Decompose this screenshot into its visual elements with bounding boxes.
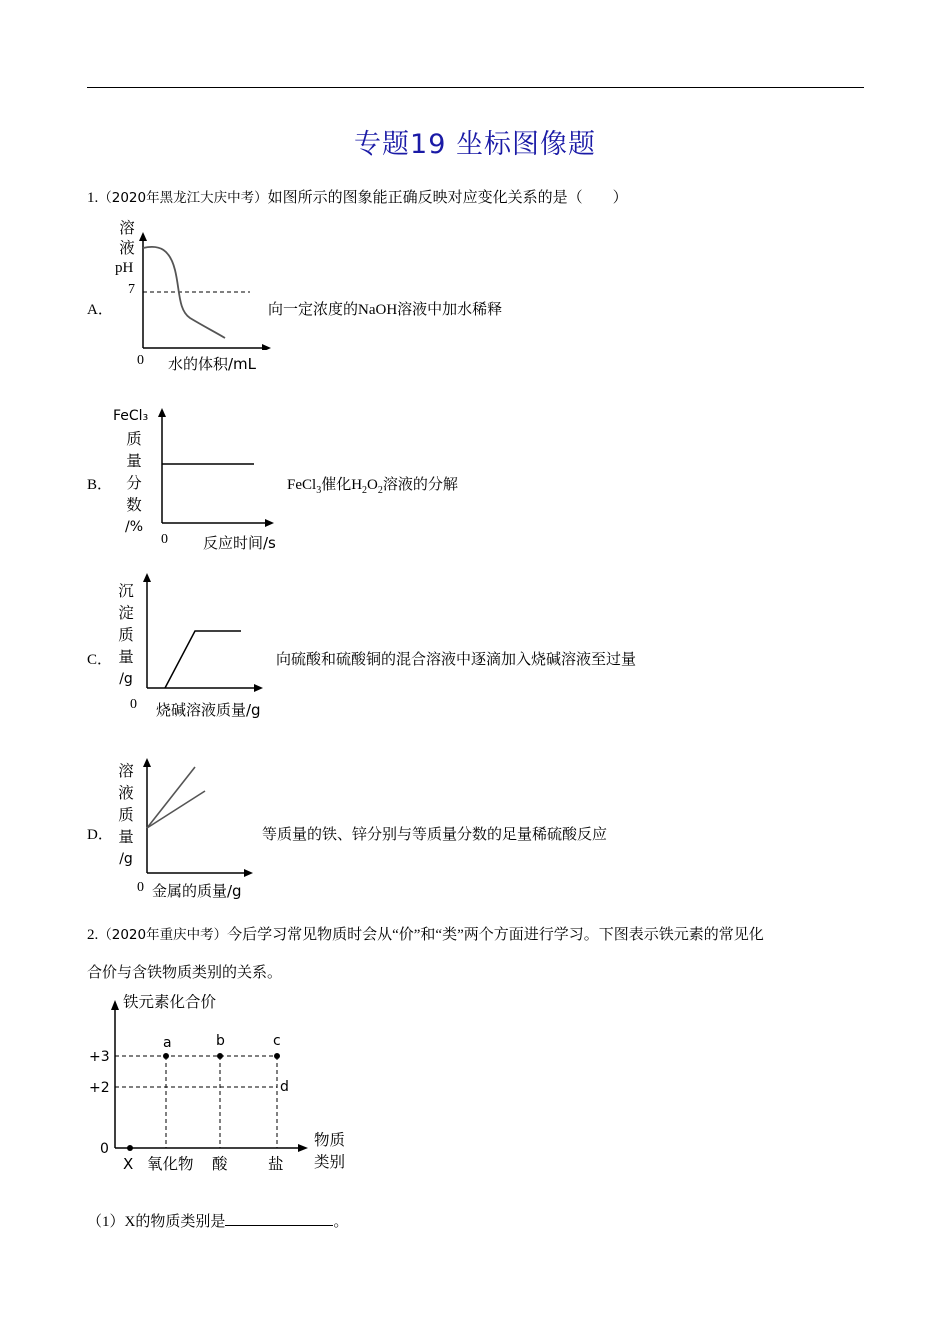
shallow-line xyxy=(147,791,205,828)
answer-blank[interactable] xyxy=(225,1211,333,1226)
option-b-xlabel: 反应时间/s xyxy=(203,534,276,552)
option-a-ytick-7: 7 xyxy=(128,282,135,297)
point-x xyxy=(127,1145,133,1151)
option-c-graph xyxy=(135,570,270,695)
question-2-stem-line1 xyxy=(87,923,764,944)
page-title: 专题19 坐标图像题 xyxy=(354,129,596,160)
question-1-stem xyxy=(87,186,628,207)
option-c-ylabel: 沉 淀 质 量 /g xyxy=(118,582,134,687)
x-axis-arrow xyxy=(265,519,274,527)
x-axis-arrow xyxy=(298,1144,308,1152)
option-d-label: D． xyxy=(87,827,113,843)
option-a-xlabel: 水的体积/mL xyxy=(168,355,257,373)
question-2-stem-line2: 合价与含铁物质类别的关系。 xyxy=(87,965,283,981)
y-axis-arrow xyxy=(139,232,147,241)
precipitate-line xyxy=(165,631,241,688)
option-d-origin: 0 xyxy=(137,880,144,895)
option-c-xlabel: 烧碱溶液质量/g xyxy=(156,701,261,719)
option-b-ylabel-fecl3: FeCl₃ xyxy=(113,408,149,424)
option-b-label: B． xyxy=(87,477,113,493)
ph-curve xyxy=(143,247,225,338)
option-b-graph xyxy=(150,405,280,530)
option-b-description: FeCl$_3$催化$H_2O_2$溶液的分解 xyxy=(287,477,458,496)
option-c-origin: 0 xyxy=(130,697,137,712)
question-text: 今后学习常见物质时会从“价”和“类”两个方面进行学习。下图表示铁元素的常见化 xyxy=(227,927,764,943)
option-a-label: A． xyxy=(87,302,113,318)
label-a: a xyxy=(163,1035,172,1051)
x-axis-arrow xyxy=(244,869,253,877)
option-d-description: 等质量的铁、锌分别与等质量分数的足量稀硫酸反应 xyxy=(262,827,608,843)
option-d-xlabel: 金属的质量/g xyxy=(152,882,242,900)
chart-xlabel-line2: 类别 xyxy=(314,1153,346,1171)
ytick-plus2: +2 xyxy=(89,1080,110,1096)
question-source: （2020年黑龙江大庆中考） xyxy=(98,190,268,206)
x-axis-arrow xyxy=(254,684,263,692)
option-d-ylabel: 溶 液 质 量 /g xyxy=(118,762,134,867)
label-d: d xyxy=(280,1079,289,1095)
point-c xyxy=(274,1053,280,1059)
option-b-ylabel: 质 量 分 数 /% xyxy=(124,430,144,535)
option-a-ylabel: 溶 液 xyxy=(119,219,135,257)
y-axis-arrow xyxy=(143,573,151,582)
steep-line xyxy=(147,767,195,828)
question-text: 如图所示的图象能正确反映对应变化关系的是（ ） xyxy=(267,190,628,206)
question-number: 2. xyxy=(87,927,99,943)
option-a-origin: 0 xyxy=(137,353,144,368)
ytick-plus3: +3 xyxy=(89,1049,110,1065)
question-source: （2020年重庆中考） xyxy=(98,927,228,943)
header-rule xyxy=(87,87,864,88)
option-a-graph xyxy=(130,230,280,350)
option-a-description: 向一定浓度的NaOH溶液中加水稀释 xyxy=(268,302,503,318)
label-b: b xyxy=(216,1033,225,1049)
chart-ylabel: 铁元素化合价 xyxy=(123,993,217,1011)
option-d-graph xyxy=(135,755,260,880)
category-x: X xyxy=(123,1155,134,1173)
option-a-ylabel-ph: pH xyxy=(115,260,134,276)
option-c-label: C． xyxy=(87,652,113,668)
y-axis-arrow xyxy=(111,1000,119,1010)
question-number: 1. xyxy=(87,190,99,206)
sub1-end: 。 xyxy=(333,1214,349,1230)
category-acid: 酸 xyxy=(212,1155,228,1173)
y-axis-arrow xyxy=(143,758,151,767)
point-b xyxy=(217,1053,223,1059)
chart-xlabel-line1: 物质 xyxy=(314,1131,346,1149)
point-a xyxy=(163,1053,169,1059)
option-b-origin: 0 xyxy=(161,532,168,547)
ytick-zero: 0 xyxy=(100,1141,109,1157)
category-salt: 盐 xyxy=(268,1155,284,1173)
y-axis-arrow xyxy=(158,408,166,417)
question-2-sub1 xyxy=(87,1210,348,1231)
sub1-text: （1）X的物质类别是 xyxy=(87,1214,226,1230)
label-c: c xyxy=(273,1033,281,1049)
category-oxide: 氧化物 xyxy=(147,1155,194,1173)
option-c-description: 向硫酸和硫酸铜的混合溶液中逐滴加入烧碱溶液至过量 xyxy=(276,652,637,668)
x-axis-arrow xyxy=(262,344,271,350)
iron-valence-chart xyxy=(85,990,365,1175)
